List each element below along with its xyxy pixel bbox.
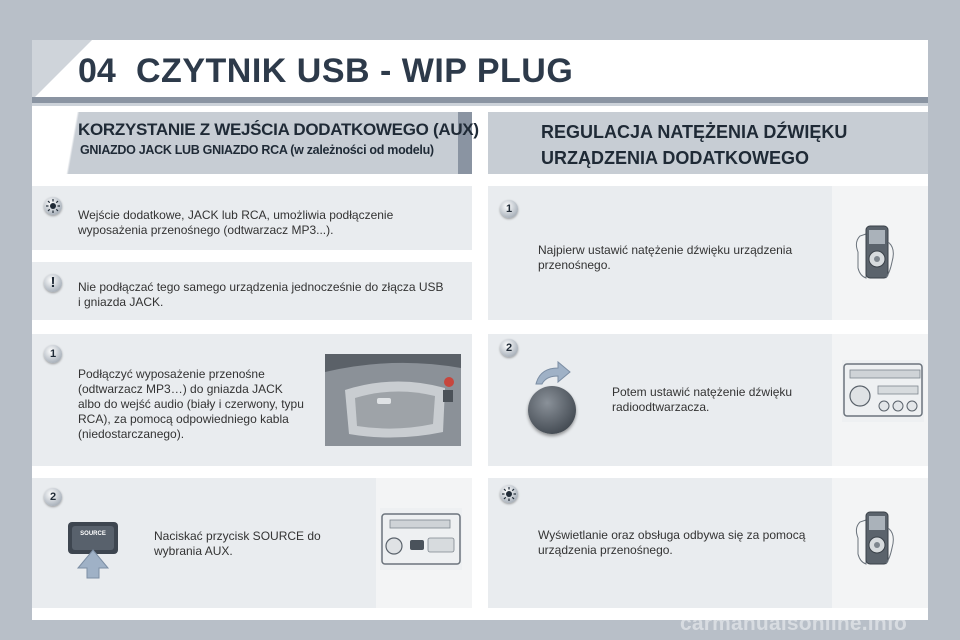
aux-step1-text: Podłączyć wyposażenie przenośne (odtwarzacz MP3…) do gniazda JACK albo do wejść audio (biały i czerwony, typu RCA), za pomocą odpowiedniego kabla (niedostarczanego).	[78, 367, 304, 441]
mp3-player-icon	[852, 508, 898, 574]
source-button-icon	[68, 520, 118, 570]
aux-step1-number: 1	[44, 345, 62, 363]
radio-unit-icon	[380, 508, 462, 570]
title-divider-light	[32, 103, 928, 106]
mp3-player-icon	[852, 222, 898, 288]
chapter-number: 04	[78, 52, 116, 90]
source-button-label: SOURCE	[80, 531, 106, 537]
radio-front-icon	[842, 360, 924, 422]
volume-section-title	[541, 119, 847, 171]
volume-step2-number: 2	[500, 339, 518, 357]
aux-step2-number: 2	[44, 488, 62, 506]
exclamation-warning-icon: !	[44, 274, 62, 292]
volume-step1-text: Najpierw ustawić natężenie dźwięku urządzenia przenośnego.	[538, 243, 793, 272]
watermark: carmanualsonline.info	[680, 612, 908, 635]
volume-title-line1: REGULACJA NATĘŻENIA DŹWIĘKU	[541, 122, 848, 142]
volume-title-line2: URZĄDZENIA DODATKOWEGO	[541, 148, 809, 168]
volume-knob-icon	[528, 386, 576, 434]
volume-step1-number: 1	[500, 200, 518, 218]
volume-info-text: Wyświetlanie oraz obsługa odbywa się za pomocą urządzenia przenośnego.	[538, 528, 806, 557]
aux-info-text: Wejście dodatkowe, JACK lub RCA, umożliwia podłączenie wyposażenia przenośnego (odtwarzacz MP3...).	[78, 208, 394, 237]
sun-info-icon	[44, 197, 62, 215]
aux-step2-text: Naciskać przycisk SOURCE do wybrania AUX.	[154, 529, 321, 558]
page-title: CZYTNIK USB - WIP PLUG	[136, 52, 574, 90]
sun-info-icon	[500, 485, 518, 503]
rotate-arrow-icon	[532, 360, 572, 386]
aux-warning-text: Nie podłączać tego samego urządzenia jednocześnie do złącza USB i gniazda JACK.	[78, 280, 444, 309]
aux-section-subtitle: GNIAZDO JACK LUB GNIAZDO RCA (w zależności od modelu)	[80, 143, 434, 157]
volume-step2-text: Potem ustawić natężenie dźwięku radioodtwarzacza.	[612, 385, 793, 414]
glovebox-jack-photo	[325, 354, 461, 446]
aux-section-title: KORZYSTANIE Z WEJŚCIA DODATKOWEGO (AUX)	[78, 120, 479, 139]
page-number: 207	[900, 608, 921, 622]
